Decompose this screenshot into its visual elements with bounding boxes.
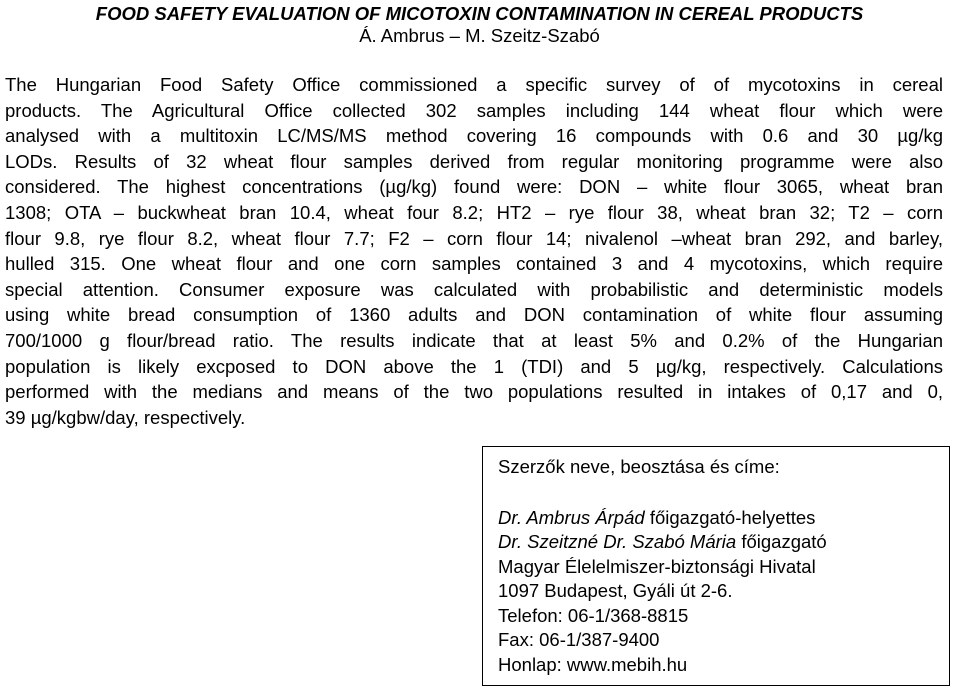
postal-address: 1097 Budapest, Gyáli út 2-6. (498, 580, 733, 601)
abstract-line: considered. The highest concentrations (µg/kg) found were: DON – white flour 3065, wheat bran (5, 176, 943, 198)
document-title: FOOD SAFETY EVALUATION OF MICOTOXIN CONTAMINATION IN CEREAL PRODUCTS (95, 3, 864, 24)
institution-name: Magyar Élelelmiszer-biztonsági Hivatal (498, 555, 816, 577)
fax-number: Fax: 06-1/387-9400 (498, 629, 660, 650)
website-address: Honlap: www.mebih.hu (498, 653, 688, 675)
abstract-line: LODs. Results of 32 wheat flour samples derived from regular monitoring programme were also (5, 150, 943, 172)
abstract-line: products. The Agricultural Office collected 302 samples including 144 wheat flour which were (5, 99, 943, 121)
abstract-line: 700/1000 g flour/bread ratio. The results indicate that at least 5% and 0.2% of the Hungarian (5, 329, 943, 351)
abstract-paragraph (5, 72, 943, 430)
document-authors: Á. Ambrus – M. Szeitz-Szabó (359, 25, 600, 46)
author-2-line (498, 530, 949, 555)
abstract-line: performed with the medians and means of the two populations resulted in intakes of 0,17 and 0, (5, 381, 943, 403)
abstract-line: 1308; OTA – buckwheat bran 10.4, wheat four 8.2; HT2 – rye flour 38, wheat bran 32; T2 – corn (5, 201, 943, 223)
author-info-heading: Szerzők neve, beosztása és címe: (498, 456, 780, 477)
author-2-name: Dr. Szeitzné Dr. Szabó Mária (498, 531, 737, 552)
author-1-name: Dr. Ambrus Árpád (498, 506, 645, 528)
abstract-line: population is likely excposed to DON above the 1 (TDI) and 5 µg/kg, respectively. Calculations (5, 355, 943, 377)
phone-number: Telefon: 06-1/368-8815 (498, 604, 689, 626)
abstract-line: The Hungarian Food Safety Office commissioned a specific survey of of mycotoxins in cereal (5, 74, 943, 95)
abstract-line: special attention. Consumer exposure was calculated with probabilistic and deterministic models (5, 278, 943, 300)
author-1-role: főigazgató-helyettes (644, 506, 816, 528)
abstract-line: analysed with a multitoxin LC/MS/MS method covering 16 compounds with 0.6 and 30 µg/kg (5, 125, 943, 147)
author-info-box (482, 446, 950, 686)
abstract-line: using white bread consumption of 1360 adults and DON contamination of white flour assuming (5, 304, 943, 326)
abstract-line: flour 9.8, rye flour 8.2, wheat flour 7.7; F2 – corn flour 14; nivalenol –wheat bran 292, and barley, (5, 227, 943, 249)
abstract-line: 39 µg/kgbw/day, respectively. (5, 406, 246, 428)
author-2-role: főigazgató (736, 531, 827, 552)
author-1-line (498, 506, 949, 531)
abstract-line: hulled 315. One wheat flour and one corn samples contained 3 and 4 mycotoxins, which require (5, 253, 943, 275)
